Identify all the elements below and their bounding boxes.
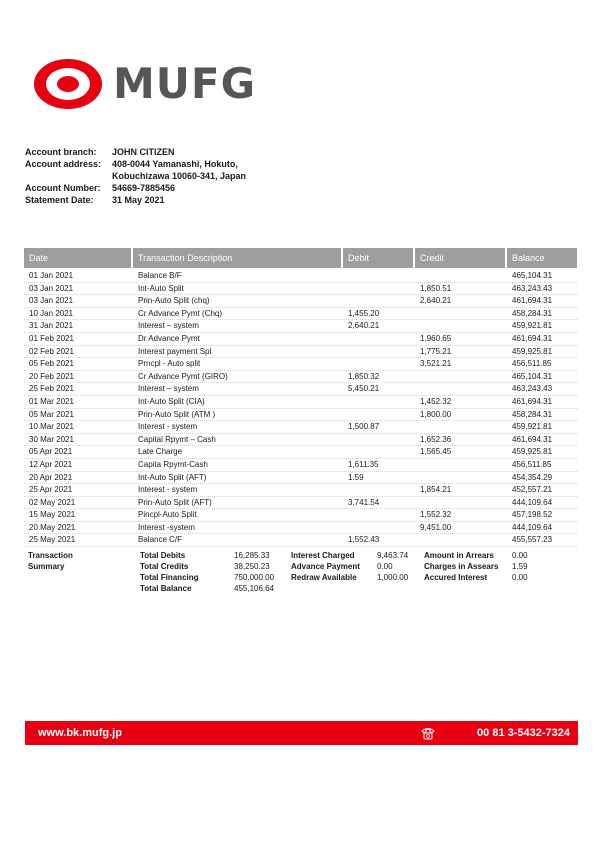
interest-charged-value: 9,463.74	[377, 551, 409, 560]
cell-credit	[415, 371, 507, 383]
logo-wordmark: MUFG	[113, 59, 257, 108]
cell-balance: 461,694.31	[512, 296, 553, 306]
cell-balance: 461,694.31	[512, 333, 553, 343]
table-row	[24, 358, 577, 371]
account-branch-value: JOHN CITIZEN	[112, 147, 175, 157]
table-row	[24, 509, 577, 522]
table-row	[24, 346, 577, 359]
cell-description: Interest – system	[138, 321, 199, 331]
account-address-label: Account address:	[25, 159, 102, 169]
account-number-value: 54669-7885456	[112, 183, 176, 193]
cell-credit: 1,652.36	[420, 434, 452, 444]
cell-balance: 459,921.81	[512, 321, 553, 331]
cell-balance: 452,557.21	[512, 485, 553, 495]
advance-payment-label: Advance Payment	[291, 562, 360, 571]
cell-date: 02 Feb 2021	[29, 346, 74, 356]
cell-debit	[343, 446, 415, 458]
cell-debit	[343, 283, 415, 295]
cell-debit: 1,552.43	[348, 535, 380, 545]
cell-balance: 461,694.31	[512, 434, 553, 444]
cell-date: 03 Jan 2021	[29, 283, 74, 293]
cell-balance: 454,354.29	[512, 472, 553, 482]
cell-debit: 1,611.35	[348, 459, 379, 469]
cell-credit	[415, 383, 507, 395]
cell-credit: 2,640.21	[420, 296, 452, 306]
account-number-label: Account Number:	[25, 183, 101, 193]
cell-balance: 444,109.64	[512, 522, 553, 532]
cell-date: 30 Mar 2021	[29, 434, 74, 444]
cell-balance: 455,557.23	[512, 535, 553, 545]
table-row	[24, 283, 577, 296]
cell-date: 10 Mar 2021	[29, 422, 74, 432]
total-debits-value: 16,285.33	[234, 551, 270, 560]
cell-credit	[415, 320, 507, 332]
cell-balance: 458,284.31	[512, 409, 553, 419]
redraw-available-label: Redraw Available	[291, 573, 357, 582]
table-row	[24, 434, 577, 447]
cell-credit	[415, 270, 507, 282]
cell-date: 05 Feb 2021	[29, 359, 74, 369]
summary-title-line1: Transaction	[28, 551, 73, 560]
table-row	[24, 409, 577, 422]
cell-balance: 456,511.85	[512, 359, 552, 369]
cell-description: Late Charge	[138, 447, 183, 457]
cell-description: Int-Auto Split (CIA)	[138, 396, 205, 406]
cell-debit: 1,500.87	[348, 422, 380, 432]
header-credit: Credit	[415, 248, 507, 268]
cell-credit: 1,960.65	[420, 333, 452, 343]
cell-credit: 3,521.21	[420, 359, 452, 369]
cell-debit	[343, 434, 415, 446]
cell-description: Int-Auto Split	[138, 283, 184, 293]
cell-balance: 459,921.81	[512, 422, 553, 432]
cell-credit	[415, 497, 507, 509]
cell-date: 05 Mar 2021	[29, 409, 74, 419]
total-debits-label: Total Debits	[140, 551, 186, 560]
cell-credit	[415, 534, 507, 546]
charges-in-arrears-value: 1.59	[512, 562, 528, 571]
mufg-logo-mark-icon	[33, 58, 103, 110]
cell-date: 20 Apr 2021	[29, 472, 73, 482]
table-row	[24, 320, 577, 333]
cell-description: Prin-Auto Split (ATM )	[138, 409, 216, 419]
cell-date: 25 Feb 2021	[29, 384, 74, 394]
amount-in-arrears-label: Amount in Arrears	[424, 551, 494, 560]
cell-description: Prin-Auto Split (chq)	[138, 296, 210, 306]
cell-description: Cr Advance Pymt (GIRO)	[138, 371, 228, 381]
cell-balance: 459,925.81	[512, 346, 553, 356]
cell-description: Interest – system	[138, 384, 199, 394]
cell-description: Pincpl-Auto Split	[138, 510, 197, 520]
cell-description: Int-Auto Split (AFT)	[138, 472, 207, 482]
cell-balance: 459,925.81	[512, 447, 553, 457]
summary-title-line2: Summary	[28, 562, 65, 571]
account-branch-label: Account branch:	[25, 147, 97, 157]
cell-description: Capital Rpymt – Cash	[138, 434, 216, 444]
cell-credit	[415, 459, 507, 471]
cell-description: Interest - system	[138, 485, 198, 495]
cell-debit: 5,450.21	[348, 384, 380, 394]
cell-balance: 458,284.31	[512, 308, 553, 318]
header-description: Transaction Description	[133, 248, 343, 268]
table-row	[24, 472, 577, 485]
cell-date: 20 Feb 2021	[29, 371, 74, 381]
cell-balance: 456,511.85	[512, 459, 552, 469]
mufg-logo	[33, 58, 256, 110]
cell-debit: 1,455.20	[348, 308, 380, 318]
footer-bar	[25, 721, 578, 745]
table-row	[24, 459, 577, 472]
website-link[interactable]: www.bk.mufg.jp	[38, 727, 122, 739]
cell-credit	[415, 472, 507, 484]
cell-date: 05 Apr 2021	[29, 447, 73, 457]
cell-date: 01 Mar 2021	[29, 396, 74, 406]
cell-credit: 1,552.32	[420, 510, 452, 520]
cell-credit: 1,565.45	[420, 447, 452, 457]
cell-description: Dr Advance Pymt	[138, 333, 200, 343]
table-row	[24, 534, 577, 547]
statement-date-value: 31 May 2021	[112, 195, 165, 205]
redraw-available-value: 1,000.00	[377, 573, 409, 582]
cell-date: 25 Apr 2021	[29, 485, 73, 495]
cell-debit	[343, 295, 415, 307]
total-balance-label: Total Balance	[140, 584, 192, 593]
cell-description: Capita Rpymt-Cash	[138, 459, 208, 469]
table-row	[24, 270, 577, 283]
telephone-icon	[420, 725, 436, 741]
cell-date: 31 Jan 2021	[29, 321, 74, 331]
table-row	[24, 497, 577, 510]
table-row	[24, 421, 577, 434]
table-body	[24, 270, 577, 547]
cell-description: Prncpl - Auto split	[138, 359, 201, 369]
cell-debit	[343, 484, 415, 496]
total-credits-label: Total Credits	[140, 562, 189, 571]
cell-balance: 463,243.43	[512, 384, 553, 394]
cell-balance: 461,694.31	[512, 396, 553, 406]
cell-balance: 465,104.31	[512, 371, 553, 381]
cell-credit: 1,452.32	[420, 396, 452, 406]
cell-description: Interest payment Spl	[138, 346, 212, 356]
cell-credit: 1,800.00	[420, 409, 452, 419]
total-balance-value: 455,106.64	[234, 584, 275, 593]
header-date: Date	[24, 248, 133, 268]
total-financing-value: 750,000.00	[234, 573, 275, 582]
cell-credit: 9,451.00	[420, 522, 452, 532]
cell-debit: 2,640.21	[348, 321, 380, 331]
cell-debit	[343, 509, 415, 521]
table-row	[24, 383, 577, 396]
cell-debit	[343, 409, 415, 421]
phone-number: 00 81 3-5432-7324	[477, 727, 570, 739]
cell-debit	[343, 396, 415, 408]
cell-credit: 1,775.21	[420, 346, 452, 356]
cell-credit	[415, 421, 507, 433]
accrued-interest-label: Accured Interest	[424, 573, 488, 582]
total-credits-value: 38,250.23	[234, 562, 270, 571]
cell-credit: 1,850.51	[420, 283, 452, 293]
cell-debit: 1,850.32	[348, 371, 380, 381]
cell-date: 15 May 2021	[29, 510, 76, 520]
table-row	[24, 396, 577, 409]
cell-date: 25 May 2021	[29, 535, 76, 545]
header-balance: Balance	[512, 253, 545, 263]
table-header	[24, 248, 577, 268]
cell-description: Cr Advance Pymt (Chq)	[138, 308, 223, 318]
account-address-line1: 408-0044 Yamanashi, Hokuto,	[112, 159, 238, 169]
cell-date: 02 May 2021	[29, 497, 76, 507]
cell-date: 01 Jan 2021	[29, 271, 74, 280]
amount-in-arrears-value: 0.00	[512, 551, 528, 560]
interest-charged-label: Interest Charged	[291, 551, 355, 560]
total-financing-label: Total Financing	[140, 573, 199, 582]
account-address-line2: Kobuchizawa 10060-341, Japan	[112, 171, 247, 181]
accrued-interest-value: 0.00	[512, 573, 528, 582]
cell-date: 10 Jan 2021	[29, 308, 74, 318]
header-debit: Debit	[343, 248, 415, 268]
cell-debit: 3,741.54	[348, 497, 380, 507]
table-row	[24, 295, 577, 308]
cell-date: 12 Apr 2021	[29, 459, 73, 469]
cell-credit: 1,854.21	[420, 485, 452, 495]
cell-date: 20 May 2021	[29, 522, 76, 532]
cell-balance: 463,243.43	[512, 283, 553, 293]
transactions-table	[24, 248, 577, 547]
table-row	[24, 333, 577, 346]
cell-credit	[415, 308, 507, 320]
advance-payment-value: 0.00	[377, 562, 393, 571]
table-row	[24, 522, 577, 535]
cell-date: 01 Feb 2021	[29, 333, 74, 343]
cell-balance: 465,104.31	[512, 271, 553, 280]
account-details	[25, 146, 246, 206]
table-row	[24, 371, 577, 384]
table-row	[24, 308, 577, 321]
cell-description: Prin-Auto Split (AFT)	[138, 497, 212, 507]
cell-balance: 457,198.52	[512, 510, 553, 520]
cell-debit	[343, 358, 415, 370]
cell-description: Balance C/F	[138, 535, 183, 545]
cell-debit: 1.59	[348, 472, 364, 482]
charges-in-arrears-label: Charges in Assears	[424, 562, 499, 571]
cell-date: 03 Jan 2021	[29, 296, 74, 306]
statement-date-label: Statement Date:	[25, 195, 94, 205]
cell-description: Balance B/F	[138, 271, 182, 280]
cell-balance: 444,109.64	[512, 497, 553, 507]
cell-debit	[343, 333, 415, 345]
cell-description: Interest -system	[138, 522, 195, 532]
cell-debit	[343, 522, 415, 534]
cell-debit	[343, 346, 415, 358]
table-row	[24, 484, 577, 497]
cell-debit	[343, 270, 415, 282]
cell-description: Interest - system	[138, 422, 198, 432]
table-row	[24, 446, 577, 459]
